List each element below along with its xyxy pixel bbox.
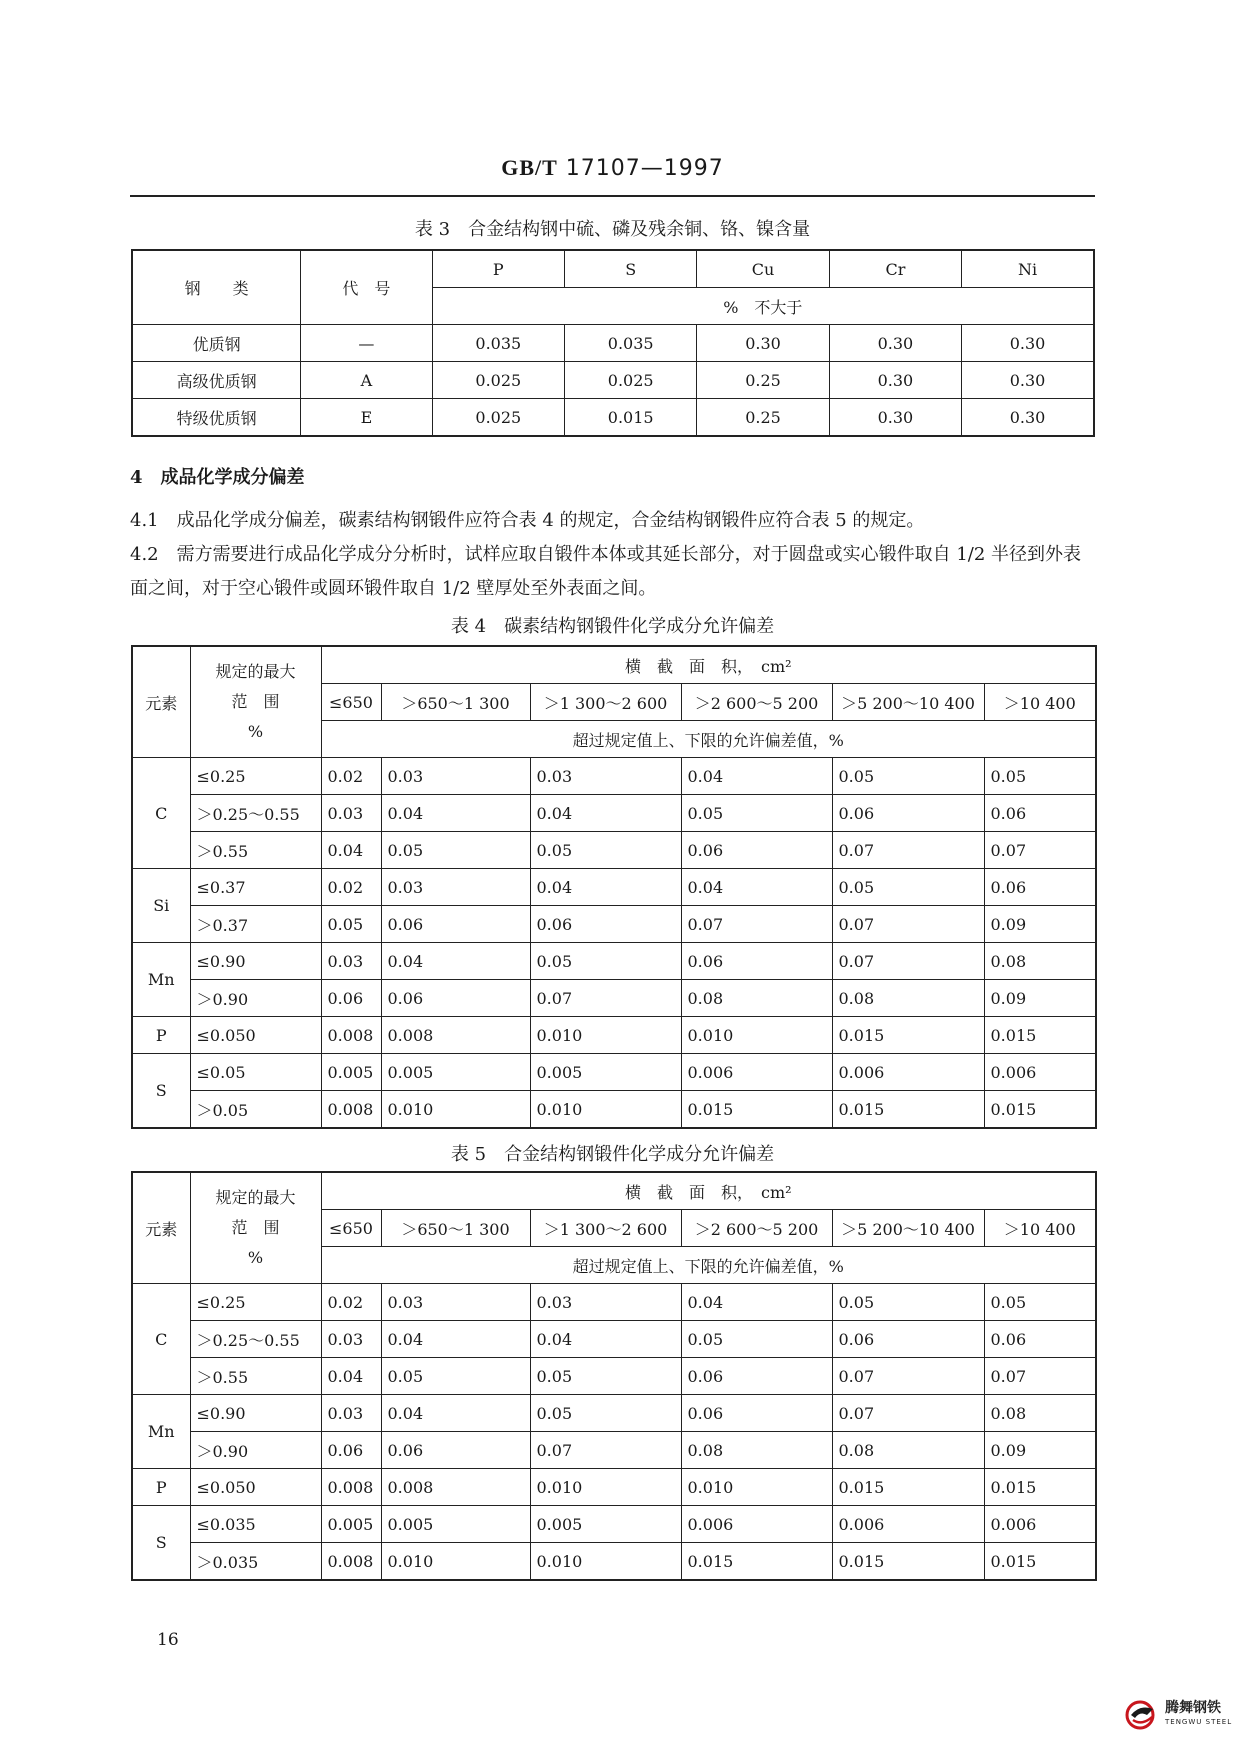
table-cell: 0.30 (829, 399, 961, 437)
table-cell: 0.010 (681, 1469, 832, 1506)
table-row (132, 1506, 1096, 1543)
table4-caption: 表 4 碳素结构钢锻件化学成分允许偏差 (450, 616, 775, 637)
table-cell: 0.03 (321, 795, 381, 832)
range-cell: ≤0.25 (190, 758, 321, 795)
table-cell: 0.07 (832, 943, 984, 980)
table-cell: 0.07 (530, 1432, 681, 1469)
table-cell: 0.010 (530, 1543, 681, 1581)
table-cell: 0.05 (681, 1321, 832, 1358)
table3-code: — (301, 325, 432, 362)
table-cell: 0.03 (381, 869, 530, 906)
table-cell: 0.04 (381, 1395, 530, 1432)
table-row (132, 1432, 1096, 1469)
table3-unit: % 不大于 (432, 288, 1094, 325)
table-cell: 0.05 (321, 906, 381, 943)
table-cell: 0.04 (321, 832, 381, 869)
table-cell: 0.015 (681, 1543, 832, 1581)
table-cell: 0.006 (681, 1054, 832, 1091)
paragraph-4-2: 4.2 需方需要进行成品化学成分分析时，试样应取自锻件本体或其延长部分，对于圆盘或实心锻件取自 1/2 半径到外表面之间，对于空心锻件或圆环锻件取自 1/2 壁厚处至外表面之间。 (130, 544, 1082, 599)
table-row (132, 362, 1094, 399)
table-cell: 0.05 (984, 758, 1096, 795)
table-cell: 0.015 (564, 399, 696, 437)
table-cell: 0.30 (829, 362, 961, 399)
table-cell: 0.006 (832, 1054, 984, 1091)
table-cell: 0.015 (832, 1543, 984, 1581)
table-cell: 0.005 (530, 1506, 681, 1543)
table3-code: A (301, 362, 432, 399)
table-cell: 0.05 (832, 758, 984, 795)
table-cell: 0.03 (381, 758, 530, 795)
table-cell: 0.25 (697, 399, 829, 437)
range-header-line: 范 围 (231, 1218, 280, 1237)
table-cell: 0.06 (381, 1432, 530, 1469)
table-cell: 0.015 (984, 1469, 1096, 1506)
table-cell: 0.035 (432, 325, 564, 362)
table-row (132, 1395, 1096, 1432)
table5-deviation-header: 超过规定值上、下限的允许偏差值，% (321, 1247, 1096, 1284)
table-cell: 0.015 (984, 1543, 1096, 1581)
table-cell: 0.04 (681, 869, 832, 906)
table-cell: 0.06 (984, 1321, 1096, 1358)
table-row (132, 1091, 1096, 1129)
table-cell: 0.09 (984, 906, 1096, 943)
table-row (132, 1543, 1096, 1581)
table-row (132, 906, 1096, 943)
range-cell: ≤0.050 (190, 1017, 321, 1054)
range-cell: ＞0.37 (190, 906, 321, 943)
area-col-header: ＞650～1 300 (381, 684, 530, 721)
range-cell: ＞0.90 (190, 980, 321, 1017)
table-cell: 0.008 (381, 1469, 530, 1506)
table-cell: 0.07 (832, 906, 984, 943)
table-cell: 0.015 (984, 1091, 1096, 1129)
table-cell: 0.05 (381, 1358, 530, 1395)
table-cell: 0.025 (432, 362, 564, 399)
table-cell: 0.005 (530, 1054, 681, 1091)
table-cell: 0.03 (321, 1395, 381, 1432)
range-header-line: 规定的最大 (215, 1188, 296, 1207)
element-cell: Mn (132, 1395, 190, 1469)
table-row (132, 1469, 1096, 1506)
table-cell: 0.03 (381, 1284, 530, 1321)
table-cell: 0.05 (832, 1284, 984, 1321)
table-cell: 0.06 (681, 1395, 832, 1432)
table3-header-steel: 钢 类 (132, 250, 301, 325)
table-cell: 0.05 (530, 1395, 681, 1432)
table-cell: 0.015 (681, 1091, 832, 1129)
table-cell: 0.06 (530, 906, 681, 943)
table-cell: 0.006 (984, 1506, 1096, 1543)
table-cell: 0.07 (530, 980, 681, 1017)
table3-steel: 特级优质钢 (132, 399, 301, 437)
table-cell: 0.025 (564, 362, 696, 399)
table5 (131, 1171, 1097, 1581)
range-cell: ＞0.035 (190, 1543, 321, 1581)
element-cell: Mn (132, 943, 190, 1017)
area-col-header: ＞10 400 (984, 684, 1096, 721)
table-cell: 0.05 (681, 795, 832, 832)
paragraph-4-1: 4.1 成品化学成分偏差，碳素结构钢锻件应符合表 4 的规定，合金结构钢锻件应符合表 5 的规定。 (130, 510, 925, 531)
area-col-header: ＞1 300～2 600 (530, 1210, 681, 1247)
table3-steel: 高级优质钢 (132, 362, 301, 399)
table-cell: 0.06 (984, 795, 1096, 832)
range-cell: ≤0.37 (190, 869, 321, 906)
page-number: 16 (157, 1630, 179, 1650)
table-row (132, 869, 1096, 906)
table-row (132, 943, 1096, 980)
table-cell: 0.05 (530, 1358, 681, 1395)
table-cell: 0.03 (530, 1284, 681, 1321)
area-col-header: ＞1 300～2 600 (530, 684, 681, 721)
table-cell: 0.010 (530, 1469, 681, 1506)
range-header-line: % (247, 722, 264, 741)
table-cell: 0.010 (530, 1091, 681, 1129)
page-header (130, 155, 1095, 181)
table-cell: 0.05 (530, 943, 681, 980)
table-cell: 0.06 (681, 943, 832, 980)
standard-prefix: GB/T (501, 155, 558, 180)
table-cell: 0.04 (321, 1358, 381, 1395)
table3-header-element: P (432, 250, 564, 288)
table-cell: 0.30 (962, 399, 1094, 437)
table3-header-element: Cu (697, 250, 829, 288)
table5-area-header: 横 截 面 积， cm² (321, 1172, 1096, 1210)
table-cell: 0.06 (984, 869, 1096, 906)
table-row (132, 399, 1094, 437)
table-cell: 0.06 (681, 832, 832, 869)
element-cell: S (132, 1506, 190, 1581)
table-row (132, 1321, 1096, 1358)
range-header-line: 规定的最大 (215, 662, 296, 681)
table-cell: 0.09 (984, 1432, 1096, 1469)
table-cell: 0.07 (832, 1358, 984, 1395)
table-row (132, 1017, 1096, 1054)
publisher-logo (1125, 1700, 1232, 1730)
logo-text: 腾舞钢铁 (1165, 1700, 1221, 1716)
area-col-header: ≤650 (321, 684, 381, 721)
table-cell: 0.06 (381, 906, 530, 943)
table-cell: 0.09 (984, 980, 1096, 1017)
table-row (132, 1358, 1096, 1395)
table4-header-range (190, 646, 321, 758)
table-cell: 0.08 (984, 1395, 1096, 1432)
table4-deviation-header: 超过规定值上、下限的允许偏差值，% (321, 721, 1096, 758)
table-cell: 0.04 (381, 943, 530, 980)
table-cell: 0.015 (984, 1017, 1096, 1054)
element-cell: Si (132, 869, 190, 943)
range-cell: ≤0.25 (190, 1284, 321, 1321)
element-cell: S (132, 1054, 190, 1129)
range-cell: ＞0.05 (190, 1091, 321, 1129)
table-row (132, 325, 1094, 362)
table-cell: 0.03 (321, 943, 381, 980)
table-cell: 0.005 (321, 1506, 381, 1543)
area-col-header: ＞10 400 (984, 1210, 1096, 1247)
table-cell: 0.035 (564, 325, 696, 362)
table3-code: E (301, 399, 432, 437)
area-col-header: ＞5 200～10 400 (832, 684, 984, 721)
table4-header-element: 元素 (132, 646, 190, 758)
tengwu-logo-icon (1125, 1700, 1159, 1730)
table-cell: 0.04 (681, 1284, 832, 1321)
table-cell: 0.05 (832, 869, 984, 906)
element-cell: C (132, 758, 190, 869)
table-cell: 0.006 (984, 1054, 1096, 1091)
table-cell: 0.008 (381, 1017, 530, 1054)
table-cell: 0.07 (984, 832, 1096, 869)
area-col-header: ＞650～1 300 (381, 1210, 530, 1247)
area-col-header: ＞5 200～10 400 (832, 1210, 984, 1247)
table-cell: 0.005 (381, 1506, 530, 1543)
table-cell: 0.08 (681, 980, 832, 1017)
range-cell: ＞0.25～0.55 (190, 1321, 321, 1358)
table-cell: 0.010 (381, 1543, 530, 1581)
table-cell: 0.03 (321, 1321, 381, 1358)
table-cell: 0.005 (321, 1054, 381, 1091)
standard-number: 17107—1997 (565, 156, 724, 181)
table5-caption: 表 5 合金结构钢锻件化学成分允许偏差 (450, 1144, 775, 1165)
table-cell: 0.015 (832, 1017, 984, 1054)
table-cell: 0.25 (697, 362, 829, 399)
table-cell: 0.04 (681, 758, 832, 795)
table-cell: 0.07 (984, 1358, 1096, 1395)
range-header-line: % (247, 1248, 264, 1267)
table-row (132, 1054, 1096, 1091)
header-rule (130, 195, 1095, 197)
table-cell: 0.06 (681, 1358, 832, 1395)
table-cell: 0.06 (321, 1432, 381, 1469)
table-cell: 0.04 (381, 1321, 530, 1358)
area-col-header: ＞2 600～5 200 (681, 684, 832, 721)
table-cell: 0.08 (681, 1432, 832, 1469)
logo-subtext: TENGWU STEEL (1165, 1718, 1233, 1726)
table-cell: 0.006 (681, 1506, 832, 1543)
table-cell: 0.05 (984, 1284, 1096, 1321)
range-cell: ≤0.90 (190, 943, 321, 980)
area-col-header: ＞2 600～5 200 (681, 1210, 832, 1247)
range-cell: ≤0.05 (190, 1054, 321, 1091)
table-cell: 0.02 (321, 869, 381, 906)
table-cell: 0.30 (962, 325, 1094, 362)
table-cell: 0.015 (832, 1091, 984, 1129)
table-cell: 0.008 (321, 1091, 381, 1129)
range-cell: ＞0.55 (190, 1358, 321, 1395)
table-cell: 0.008 (321, 1017, 381, 1054)
table-cell: 0.010 (530, 1017, 681, 1054)
element-cell: C (132, 1284, 190, 1395)
table3-header-element: Ni (962, 250, 1094, 288)
range-cell: ≤0.050 (190, 1469, 321, 1506)
table-cell: 0.02 (321, 758, 381, 795)
table-cell: 0.08 (832, 980, 984, 1017)
table3-steel: 优质钢 (132, 325, 301, 362)
table3 (131, 249, 1095, 437)
table-row (132, 758, 1096, 795)
table3-caption: 表 3 合金结构钢中硫、磷及残余铜、铬、镍含量 (414, 219, 811, 240)
table-row (132, 1284, 1096, 1321)
table-cell: 0.06 (381, 980, 530, 1017)
table-row (132, 980, 1096, 1017)
table3-header-code: 代 号 (301, 250, 432, 325)
table-cell: 0.06 (832, 795, 984, 832)
table-cell: 0.07 (681, 906, 832, 943)
table-cell: 0.010 (381, 1091, 530, 1129)
element-cell: P (132, 1017, 190, 1054)
table-cell: 0.04 (530, 1321, 681, 1358)
range-cell: ＞0.55 (190, 832, 321, 869)
table-cell: 0.025 (432, 399, 564, 437)
table-cell: 0.30 (697, 325, 829, 362)
table-cell: 0.04 (381, 795, 530, 832)
table3-header-element: S (564, 250, 696, 288)
table-row (132, 832, 1096, 869)
table-cell: 0.04 (530, 869, 681, 906)
table-cell: 0.30 (829, 325, 961, 362)
table-cell: 0.006 (832, 1506, 984, 1543)
table-cell: 0.008 (321, 1543, 381, 1581)
table3-header-element: Cr (829, 250, 961, 288)
area-col-header: ≤650 (321, 1210, 381, 1247)
range-header-line: 范 围 (231, 692, 280, 711)
table-cell: 0.06 (321, 980, 381, 1017)
table4 (131, 645, 1097, 1129)
table-cell: 0.07 (832, 1395, 984, 1432)
table-cell: 0.010 (681, 1017, 832, 1054)
table-cell: 0.03 (530, 758, 681, 795)
element-cell: P (132, 1469, 190, 1506)
table-cell: 0.015 (832, 1469, 984, 1506)
table5-header-element: 元素 (132, 1172, 190, 1284)
table-cell: 0.05 (530, 832, 681, 869)
table-cell: 0.04 (530, 795, 681, 832)
table-row (132, 795, 1096, 832)
table-cell: 0.07 (832, 832, 984, 869)
range-cell: ≤0.90 (190, 1395, 321, 1432)
table5-header-range (190, 1172, 321, 1284)
table-cell: 0.30 (962, 362, 1094, 399)
table-cell: 0.02 (321, 1284, 381, 1321)
table4-area-header: 横 截 面 积， cm² (321, 646, 1096, 684)
table-cell: 0.05 (381, 832, 530, 869)
range-cell: ＞0.25～0.55 (190, 795, 321, 832)
table-cell: 0.08 (832, 1432, 984, 1469)
table-cell: 0.008 (321, 1469, 381, 1506)
range-cell: ＞0.90 (190, 1432, 321, 1469)
table-cell: 0.06 (832, 1321, 984, 1358)
table-cell: 0.005 (381, 1054, 530, 1091)
range-cell: ≤0.035 (190, 1506, 321, 1543)
table-cell: 0.08 (984, 943, 1096, 980)
section-title: 4 成品化学成分偏差 (130, 467, 305, 488)
